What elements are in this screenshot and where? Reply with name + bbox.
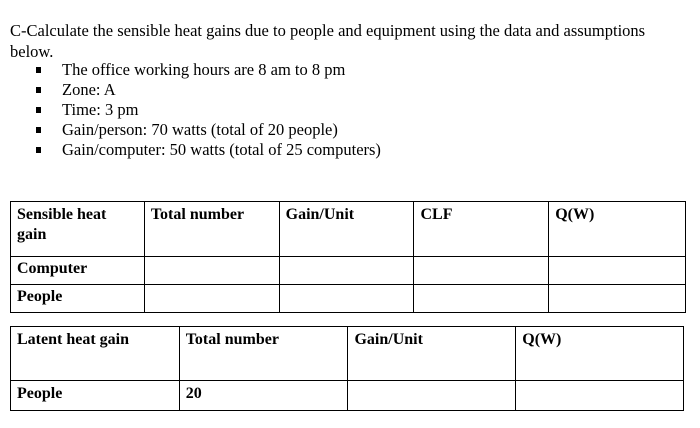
table-cell	[348, 381, 516, 411]
column-header: Gain/Unit	[348, 327, 516, 381]
table-cell	[549, 257, 686, 285]
row-label: People	[11, 285, 145, 313]
table-cell	[279, 285, 414, 313]
table-row	[11, 381, 684, 411]
table-cell	[144, 285, 279, 313]
bullet-square-icon	[36, 87, 41, 93]
list-item-text: The office working hours are 8 am to 8 pm	[62, 60, 346, 79]
column-header: Total number	[179, 327, 348, 381]
table-header-row	[11, 327, 684, 381]
column-header: Q(W)	[549, 202, 686, 257]
table-cell	[549, 285, 686, 313]
column-header: Gain/Unit	[279, 202, 414, 257]
table-header-row	[11, 202, 686, 257]
assumptions-list	[36, 60, 381, 160]
list-item-text: Gain/computer: 50 watts (total of 25 computers)	[62, 140, 381, 159]
list-item	[36, 120, 381, 140]
table-cell	[279, 257, 414, 285]
table-cell	[516, 381, 684, 411]
table-cell: 20	[179, 381, 348, 411]
table-cell	[414, 285, 549, 313]
list-item	[36, 100, 381, 120]
column-header: CLF	[414, 202, 549, 257]
sensible-heat-gain-table	[10, 201, 686, 313]
bullet-square-icon	[36, 147, 41, 153]
bullet-square-icon	[36, 127, 41, 133]
column-header: Sensible heat gain	[11, 202, 145, 257]
list-item-text: Zone: A	[62, 80, 116, 99]
row-label: Computer	[11, 257, 145, 285]
column-header: Q(W)	[516, 327, 684, 381]
row-label: People	[11, 381, 180, 411]
column-header: Latent heat gain	[11, 327, 180, 381]
table-row	[11, 285, 686, 313]
table-cell	[144, 257, 279, 285]
list-item	[36, 60, 381, 80]
table-cell	[414, 257, 549, 285]
list-item-text: Gain/person: 70 watts (total of 20 people)	[62, 120, 338, 139]
list-item	[36, 140, 381, 160]
list-item-text: Time: 3 pm	[62, 100, 139, 119]
bullet-square-icon	[36, 67, 41, 73]
question-text: C-Calculate the sensible heat gains due to people and equipment using the data and assumptions below.	[10, 21, 646, 61]
table-row	[11, 257, 686, 285]
latent-heat-gain-table	[10, 326, 684, 411]
list-item	[36, 80, 381, 100]
column-header: Total number	[144, 202, 279, 257]
bullet-square-icon	[36, 107, 41, 113]
